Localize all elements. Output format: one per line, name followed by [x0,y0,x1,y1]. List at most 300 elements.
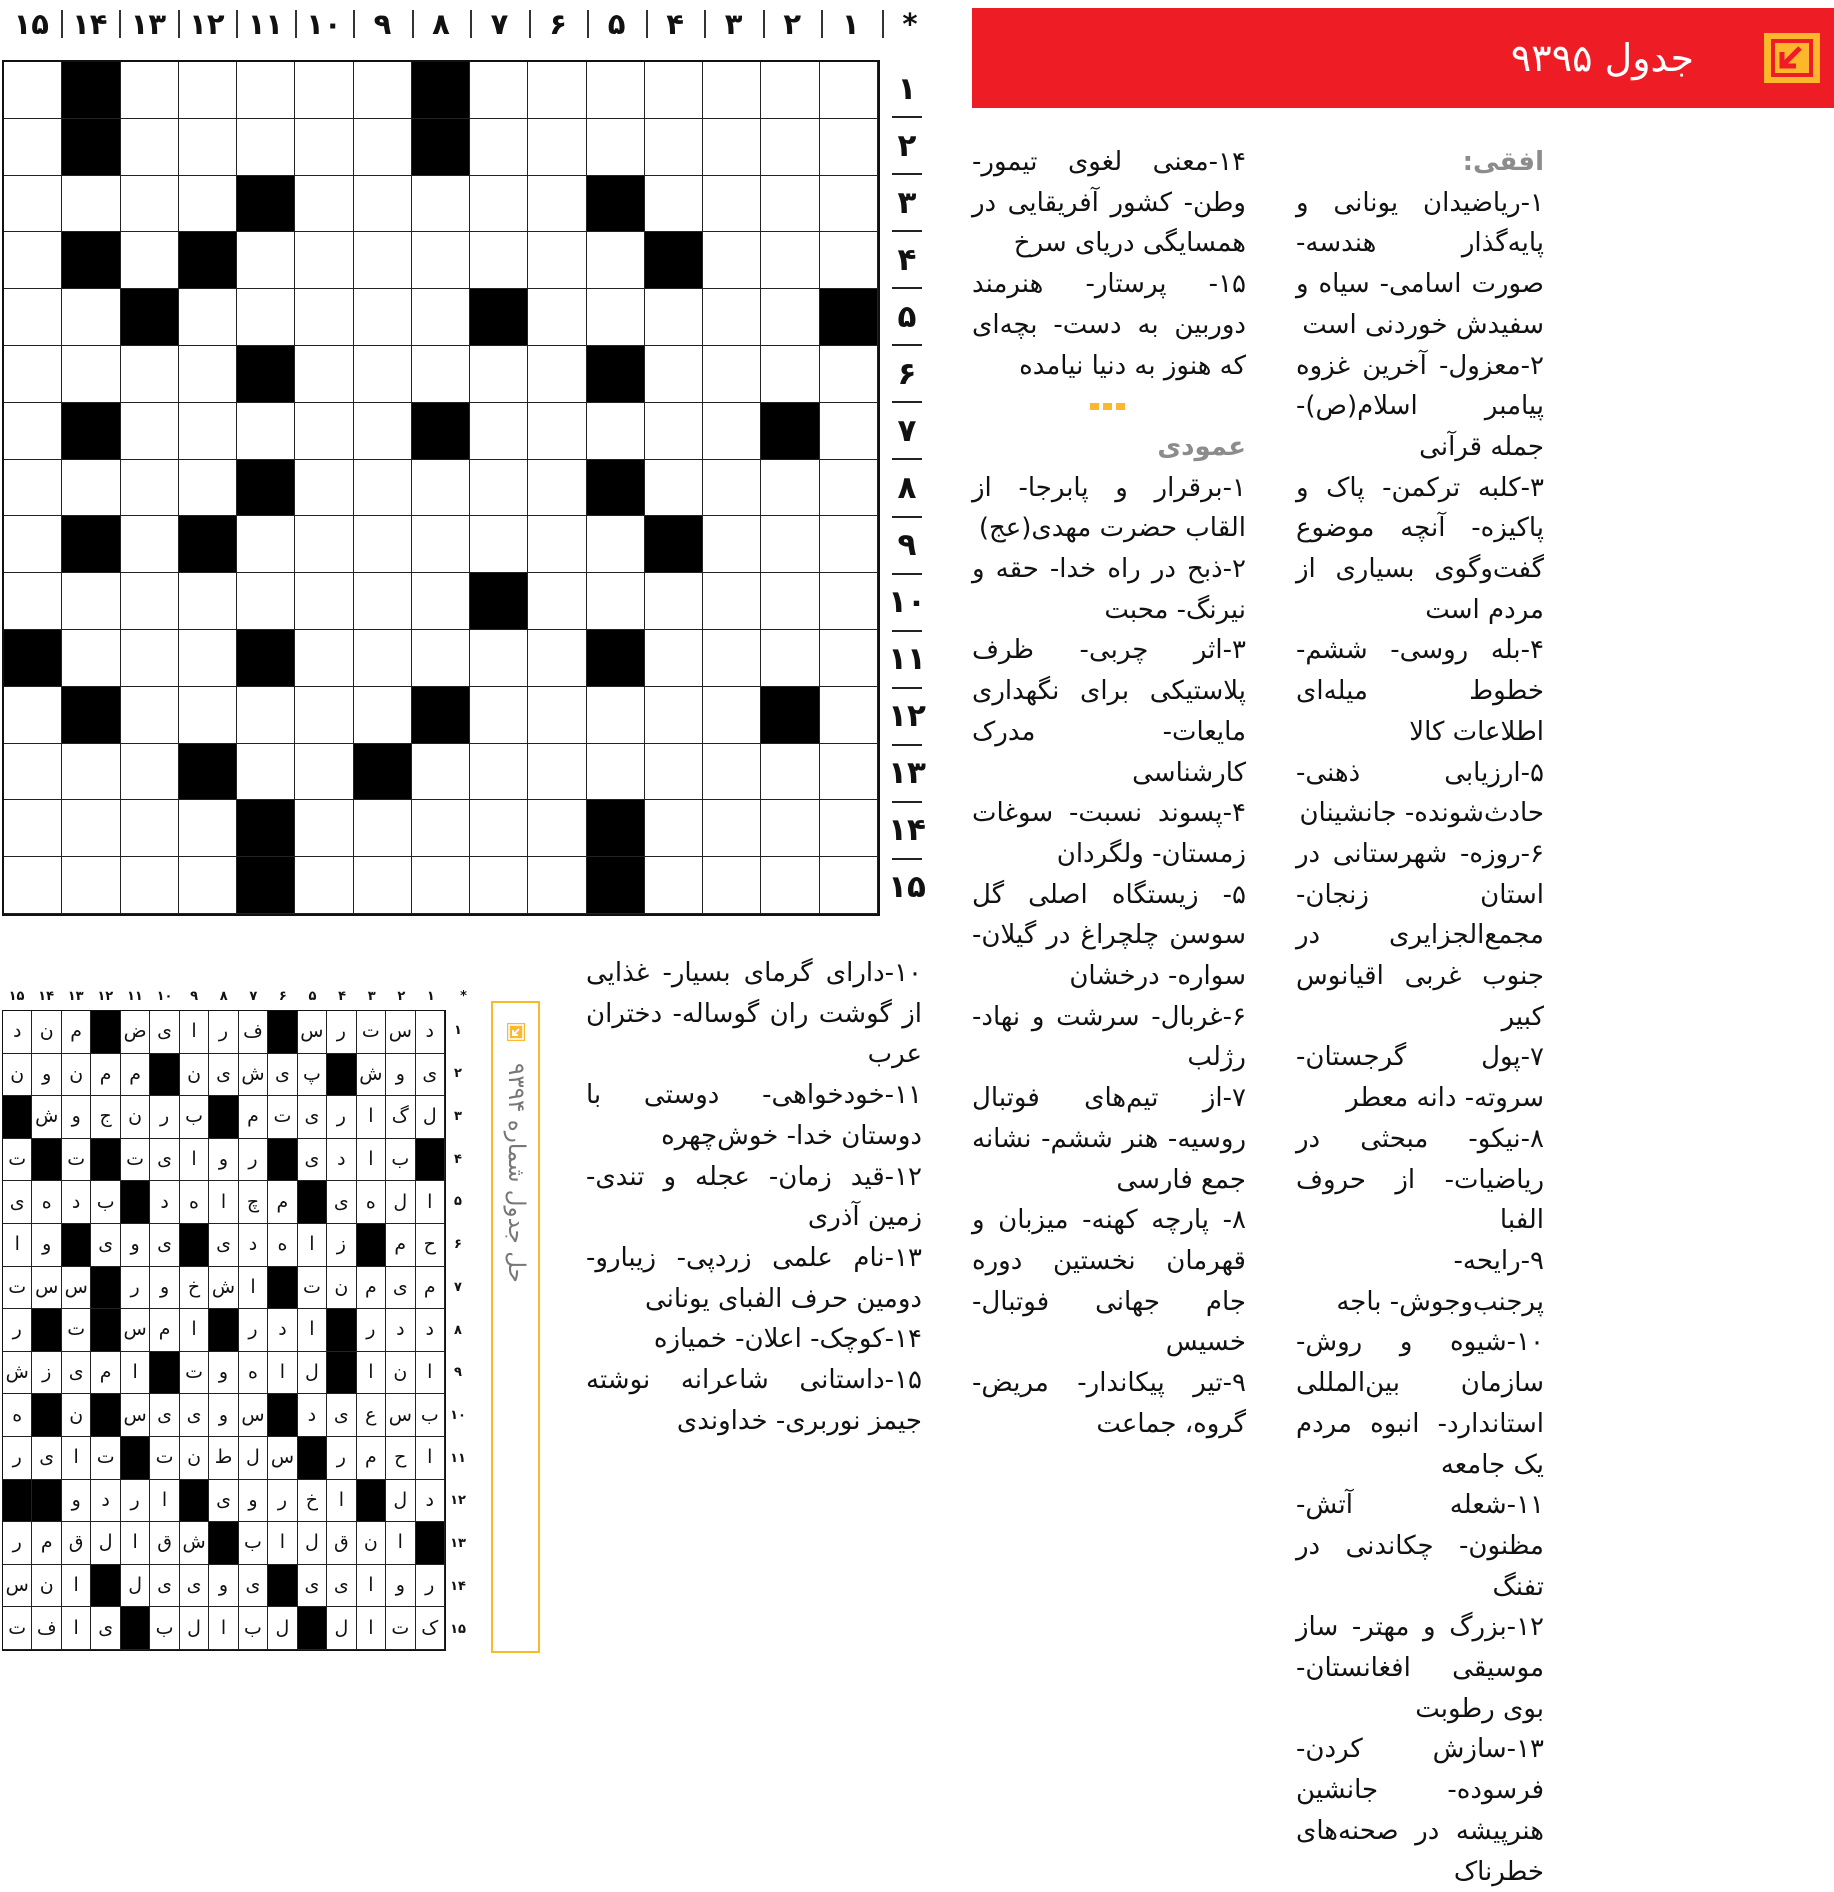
solution-cell: ا [121,1522,150,1565]
crossword-cell[interactable] [703,744,761,801]
black-cell [179,516,237,573]
crossword-cell[interactable] [412,346,470,403]
crossword-cell[interactable] [703,460,761,517]
crossword-cell[interactable] [761,460,819,517]
solution-cell: ا [180,1011,209,1054]
crossword-cell[interactable] [470,516,528,573]
crossword-cell[interactable] [412,573,470,630]
crossword-cell[interactable] [761,62,819,119]
crossword-cell[interactable] [295,573,353,630]
crossword-cell[interactable] [528,62,586,119]
solution-black-cell [268,1139,297,1182]
crossword-cell[interactable] [354,346,412,403]
crossword-cell[interactable] [121,119,179,176]
crossword-cell[interactable] [179,630,237,687]
crossword-cell[interactable] [354,516,412,573]
crossword-cell[interactable] [703,857,761,914]
solution-cell: ش [180,1522,209,1565]
crossword-cell[interactable] [820,232,878,289]
crossword-cell[interactable] [645,289,703,346]
crossword-cell[interactable] [354,573,412,630]
crossword-cell[interactable] [761,176,819,233]
clue-item: ۱۲-قید زمان- عجله و تندی- زمین آذری [586,1161,922,1233]
crossword-cell[interactable] [4,687,62,744]
crossword-cell[interactable] [761,800,819,857]
crossword-cell[interactable] [528,516,586,573]
row-number: ۱۴ [888,812,926,849]
crossword-cell[interactable] [4,176,62,233]
crossword-cell[interactable] [121,176,179,233]
crossword-cell[interactable] [820,857,878,914]
solution-cell: ش [357,1054,386,1097]
row-number: ۹ [897,527,917,564]
row-separator [892,173,922,175]
clue-item: ۳-کلبه ترکمن- پاک و پاکیزه- آنچه موضوع گفت‌وگوی بسیاری از مردم است [1296,472,1544,625]
crossword-cell[interactable] [587,289,645,346]
black-cell [4,630,62,687]
crossword-cell[interactable] [703,289,761,346]
crossword-cell[interactable] [703,176,761,233]
clue-item: ۴-بله روسی- ششم- خطوط میله‌ای اطلاعات کالا [1296,635,1544,747]
crossword-cell[interactable] [645,744,703,801]
solution-cell: ر [3,1522,32,1565]
crossword-cell[interactable] [703,62,761,119]
solution-black-cell [32,1309,61,1352]
crossword-cell[interactable] [645,119,703,176]
crossword-cell[interactable] [295,516,353,573]
crossword-cell[interactable] [295,119,353,176]
solution-cell: ش [32,1096,61,1139]
crossword-cell[interactable] [4,744,62,801]
column-separator [412,10,414,38]
solution-cell: گ [386,1096,415,1139]
crossword-cell[interactable] [412,800,470,857]
solution-cell: ا [62,1607,91,1650]
crossword-cell[interactable] [470,346,528,403]
crossword-cell[interactable] [645,62,703,119]
crossword-cell[interactable] [820,630,878,687]
column-separator [295,10,297,38]
crossword-cell[interactable] [587,687,645,744]
crossword-cell[interactable] [703,573,761,630]
solution-cell: ط [209,1437,238,1480]
row-separator [892,573,922,575]
row-separator [892,744,922,746]
clue-item: ۴-پسوند نسبت- سوغات زمستان- ولگردان [972,798,1246,869]
crossword-cell[interactable] [645,403,703,460]
crossword-cell[interactable] [295,800,353,857]
solution-cell: و [62,1480,91,1523]
crossword-cell[interactable] [354,687,412,744]
crossword-cell[interactable] [121,573,179,630]
crossword-cell[interactable] [295,744,353,801]
crossword-cell[interactable] [237,687,295,744]
row-numbers [884,60,932,920]
crossword-cell[interactable] [470,630,528,687]
clue-item: ۱۳-سازش کردن- فرسوده- جانشین هنرپیشه در صحنه‌های خطرناک [1296,1734,1544,1887]
solution-row-number: ۵ [454,1194,462,1210]
crossword-cell[interactable] [354,62,412,119]
crossword-cell[interactable] [820,403,878,460]
crossword-cell[interactable] [237,289,295,346]
crossword-cell[interactable] [295,62,353,119]
black-cell [62,403,120,460]
crossword-cell[interactable] [121,800,179,857]
crossword-cell[interactable] [354,232,412,289]
crossword-cell[interactable] [62,176,120,233]
crossword-cell[interactable] [470,232,528,289]
crossword-cell[interactable] [179,687,237,744]
row-number: ۱ [897,70,917,107]
crossword-cell[interactable] [412,630,470,687]
crossword-cell[interactable] [295,687,353,744]
crossword-cell[interactable] [62,857,120,914]
column-number: ۸ [432,7,450,41]
solution-cell: ه [239,1352,268,1395]
crossword-cell[interactable] [820,516,878,573]
crossword-cell[interactable] [4,403,62,460]
crossword-cell[interactable] [470,460,528,517]
crossword-cell[interactable] [470,403,528,460]
crossword-cell[interactable] [820,460,878,517]
crossword-cell[interactable] [470,744,528,801]
clue-item: ۱۱-شعله آتش- مظنون- چکاندنی در تفنگ [1296,1490,1544,1602]
crossword-cell[interactable] [412,857,470,914]
crossword-cell[interactable] [470,857,528,914]
crossword-cell[interactable] [703,119,761,176]
solution-column-numbers [2,987,472,1007]
crossword-cell[interactable] [62,289,120,346]
crossword-cell[interactable] [295,460,353,517]
black-cell [62,687,120,744]
crossword-cell[interactable] [645,460,703,517]
crossword-cell[interactable] [121,857,179,914]
crossword-cell[interactable] [121,630,179,687]
crossword-cell[interactable] [528,176,586,233]
crossword-cell[interactable] [179,800,237,857]
crossword-cell[interactable] [4,460,62,517]
crossword-cell[interactable] [179,857,237,914]
down-clues-bottom-column [586,953,922,1441]
crossword-cell[interactable] [62,346,120,403]
crossword-cell[interactable] [179,460,237,517]
solution-cell: ه [3,1394,32,1437]
crossword-cell[interactable] [412,460,470,517]
crossword-cell[interactable] [412,176,470,233]
crossword-cell[interactable] [121,346,179,403]
crossword-cell[interactable] [354,119,412,176]
crossword-cell[interactable] [62,800,120,857]
crossword-cell[interactable] [179,62,237,119]
crossword-cell[interactable] [645,630,703,687]
solution-cell: س [268,1437,297,1480]
row-number: ۱۲ [888,698,926,735]
solution-black-cell [3,1096,32,1139]
crossword-cell[interactable] [470,62,528,119]
crossword-cell[interactable] [354,857,412,914]
crossword-cell[interactable] [761,232,819,289]
solution-cell: ا [180,1309,209,1352]
crossword-cell[interactable] [4,119,62,176]
crossword-cell[interactable] [179,573,237,630]
crossword-cell[interactable] [587,744,645,801]
across-clues-column [1296,142,1544,1892]
crossword-cell[interactable] [4,800,62,857]
crossword-cell[interactable] [62,630,120,687]
crossword-cell[interactable] [820,346,878,403]
crossword-cell[interactable] [121,232,179,289]
solution-black-cell [180,1224,209,1267]
crossword-cell[interactable] [4,232,62,289]
solution-cell: ب [239,1522,268,1565]
solution-black-cell [268,1394,297,1437]
crossword-cell[interactable] [237,62,295,119]
row-separator [892,458,922,460]
solution-cell: و [209,1139,238,1182]
crossword-cell[interactable] [645,857,703,914]
crossword-cell[interactable] [179,289,237,346]
crossword-cell[interactable] [62,744,120,801]
crossword-cell[interactable] [4,289,62,346]
crossword-cell[interactable] [645,176,703,233]
solution-cell: ا [180,1139,209,1182]
solution-cell: ر [327,1096,356,1139]
crossword-cell[interactable] [761,516,819,573]
crossword-cell[interactable] [761,744,819,801]
solution-cell: م [357,1267,386,1310]
column-number: ۷ [490,7,509,41]
solution-cell: س [386,1011,415,1054]
crossword-cell[interactable] [820,744,878,801]
crossword-cell[interactable] [4,62,62,119]
crossword-cell[interactable] [820,119,878,176]
crossword-cell[interactable] [528,289,586,346]
crossword-cell[interactable] [354,289,412,346]
crossword-cell[interactable] [121,744,179,801]
solution-cell: و [209,1394,238,1437]
solution-cell: ا [357,1565,386,1608]
row-separator [892,687,922,689]
black-cell [587,800,645,857]
crossword-cell[interactable] [295,857,353,914]
solution-title: حل جدول شماره ۹۳۹۴ [503,1063,529,1283]
crossword-cell[interactable] [412,516,470,573]
crossword-cell[interactable] [820,800,878,857]
crossword-cell[interactable] [121,403,179,460]
solution-cell: ن [327,1267,356,1310]
column-number: ۱۲ [189,7,225,41]
crossword-cell[interactable] [470,119,528,176]
clues-middle-column [972,142,1246,1444]
crossword-cell[interactable] [761,289,819,346]
solution-cell: س [386,1394,415,1437]
crossword-cell[interactable] [820,573,878,630]
crossword-cell[interactable] [121,460,179,517]
crossword-cell[interactable] [354,460,412,517]
crossword-cell[interactable] [528,687,586,744]
column-number: ۱۵ [13,7,49,41]
crossword-cell[interactable] [587,232,645,289]
solution-cell: ر [268,1480,297,1523]
crossword-cell[interactable] [412,232,470,289]
crossword-cell[interactable] [121,687,179,744]
column-separator [178,10,180,38]
solution-cell: د [416,1011,445,1054]
black-cell [237,460,295,517]
crossword-cell[interactable] [412,744,470,801]
crossword-cell[interactable] [295,403,353,460]
solution-row-number: ۱۲ [450,1493,466,1509]
crossword-cell[interactable] [237,744,295,801]
solution-cell: م [268,1181,297,1224]
crossword-cell[interactable] [295,289,353,346]
crossword-cell[interactable] [820,687,878,744]
crossword-cell[interactable] [470,687,528,744]
black-cell [587,176,645,233]
crossword-cell[interactable] [470,800,528,857]
solution-cell: ک [416,1607,445,1650]
crossword-cell[interactable] [528,460,586,517]
clue-item: ۱۲-بزرگ و مهتر- ساز موسیقی افغانستان- بوی رطوبت [1296,1612,1544,1724]
crossword-cell[interactable] [470,176,528,233]
column-number: ۹ [373,7,392,41]
crossword-cell[interactable] [587,403,645,460]
crossword-cell[interactable] [528,119,586,176]
solution-cell: ت [62,1309,91,1352]
solution-cell: ی [150,1011,179,1054]
column-number: ۱۱ [247,7,284,41]
crossword-cell[interactable] [237,403,295,460]
solution-cell: ی [298,1565,327,1608]
crossword-cell[interactable] [4,346,62,403]
crossword-cell[interactable] [237,119,295,176]
crossword-cell[interactable] [295,630,353,687]
crossword-cell[interactable] [528,573,586,630]
solution-cell: د [298,1394,327,1437]
crossword-cell[interactable] [121,516,179,573]
crossword-cell[interactable] [528,857,586,914]
crossword-cell[interactable] [761,857,819,914]
solution-cell: ر [416,1565,445,1608]
solution-cell: و [121,1224,150,1267]
solution-black-cell [91,1394,120,1437]
crossword-cell[interactable] [761,573,819,630]
crossword-cell[interactable] [645,346,703,403]
crossword-cell[interactable] [179,403,237,460]
crossword-cell[interactable] [295,232,353,289]
crossword-cell[interactable] [645,800,703,857]
crossword-cell[interactable] [179,346,237,403]
crossword-cell[interactable] [295,176,353,233]
crossword-cell[interactable] [703,403,761,460]
solution-column-number: ۱ [426,989,435,1004]
crossword-cell[interactable] [354,403,412,460]
clue-item: ۲-ذبح در راه خدا- حقه و نیرنگ- محبت [972,554,1246,625]
crossword-cell[interactable] [412,289,470,346]
crossword-cell[interactable] [237,573,295,630]
crossword-cell[interactable] [587,516,645,573]
crossword-cell[interactable] [703,232,761,289]
crossword-cell[interactable] [528,346,586,403]
crossword-cell[interactable] [179,176,237,233]
solution-cell: ل [121,1565,150,1608]
solution-black-cell [121,1181,150,1224]
solution-black-cell [209,1096,238,1139]
row-number: ۸ [897,470,917,506]
solution-column-number: ۳ [367,989,376,1004]
column-separator [704,10,706,38]
crossword-cell[interactable] [761,119,819,176]
crossword-cell[interactable] [528,232,586,289]
crossword-cell[interactable] [354,176,412,233]
black-cell [761,687,819,744]
solution-column-number: ۱۱ [126,989,143,1004]
solution-cell: ی [239,1565,268,1608]
row-number: ۲ [897,127,917,164]
crossword-cell[interactable] [820,62,878,119]
crossword-cell[interactable] [62,460,120,517]
crossword-cell[interactable] [4,516,62,573]
crossword-cell[interactable] [703,516,761,573]
crossword-cell[interactable] [354,630,412,687]
crossword-cell[interactable] [528,744,586,801]
crossword-cell[interactable] [528,800,586,857]
column-number: ۶ [549,7,567,41]
crossword-cell[interactable] [179,119,237,176]
crossword-cell[interactable] [528,630,586,687]
crossword-cell[interactable] [761,346,819,403]
row-separator [892,287,922,289]
crossword-cell[interactable] [121,62,179,119]
column-number: ۳ [724,7,743,41]
solution-cell: ی [327,1565,356,1608]
crossword-cell[interactable] [354,800,412,857]
crossword-cell[interactable] [587,119,645,176]
crossword-cell[interactable] [645,687,703,744]
crossword-cell[interactable] [703,630,761,687]
crossword-cell[interactable] [820,176,878,233]
solution-cell: ی [209,1224,238,1267]
crossword-cell[interactable] [237,232,295,289]
crossword-cell[interactable] [703,346,761,403]
solution-cell: ل [268,1607,297,1650]
solution-column-number: ۷ [249,989,258,1004]
crossword-grid[interactable] [2,60,880,916]
crossword-cell[interactable] [587,573,645,630]
crossword-cell[interactable] [761,630,819,687]
solution-cell: ت [3,1607,32,1650]
solution-black-cell [150,1054,179,1097]
solution-cell: ر [121,1267,150,1310]
crossword-cell[interactable] [4,573,62,630]
solution-cell: ر [3,1309,32,1352]
clue-item: ۳-اثر چربی- ظرف پلاستیکی برای نگهداری مایعات- مدرک کارشناسی [972,635,1246,788]
black-cell [354,744,412,801]
crossword-cell[interactable] [703,687,761,744]
solution-cell: و [209,1352,238,1395]
crossword-cell[interactable] [587,62,645,119]
crossword-cell[interactable] [62,573,120,630]
crossword-cell[interactable] [703,800,761,857]
crossword-cell[interactable] [237,516,295,573]
crossword-cell[interactable] [528,403,586,460]
solution-row-number: ۷ [454,1279,462,1295]
crossword-cell[interactable] [645,573,703,630]
crossword-cell[interactable] [295,346,353,403]
solution-cell: ح [386,1437,415,1480]
crossword-cell[interactable] [4,857,62,914]
solution-column-star: * [460,989,467,1004]
